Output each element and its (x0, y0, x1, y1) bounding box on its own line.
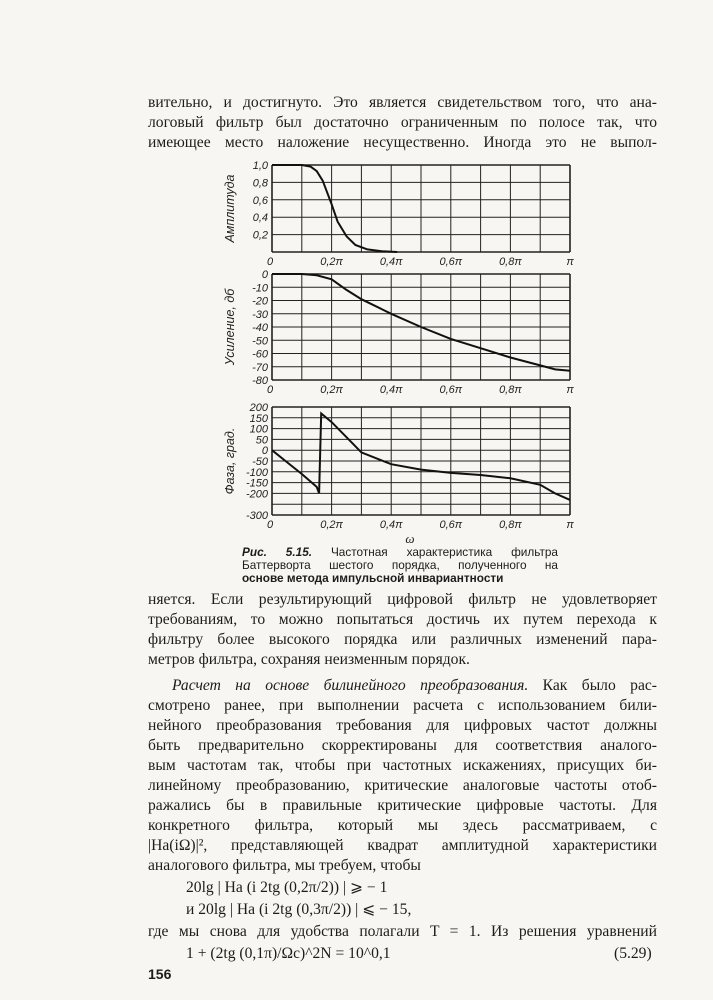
y-tick-label: 0,4 (252, 212, 268, 225)
y-tick-label: -80 (252, 375, 268, 387)
y-axis-label: Усиление, дб (223, 288, 237, 366)
equation-number: (5.29) (614, 945, 652, 962)
y-tick-label: 0,2 (252, 229, 268, 242)
y-tick-label: -40 (252, 322, 268, 334)
x-tick-label: 0 (266, 256, 274, 268)
y-tick-label: -30 (252, 308, 268, 321)
y-tick-label: -200 (245, 488, 268, 501)
x-tick-label: 0,8π (499, 519, 522, 531)
x-tick-label: 0,2π (320, 256, 343, 268)
text-line: аналогового фильтра, мы требуем, чтобы (148, 857, 421, 874)
text-line: линейному преобразованию, критические аналоговые частоты отоб- (148, 777, 657, 794)
y-tick-label: 100 (249, 423, 268, 436)
y-tick-label: 0,8 (252, 177, 268, 190)
text-fragment: Как было рас- (528, 677, 657, 694)
y-axis-label: Амплитуда (223, 174, 237, 243)
x-tick-label: 0,8π (499, 256, 522, 268)
italic-heading: Расчет на основе билинейного преобразования. (172, 677, 529, 694)
text-line: где мы снова для удобства полагали T = 1. Из решения уравнений (148, 923, 657, 940)
text-line: нейного преобразования требования для цифровых частот должны (148, 717, 657, 734)
text-line: вым частотам так, чтобы при частотных искажениях, присущих би- (148, 757, 657, 774)
page-number: 156 (148, 966, 172, 982)
y-tick-label: -20 (252, 295, 268, 308)
text-line: требованиям, то можно попытаться достичь их путем перехода к (148, 611, 657, 628)
caption-label: Рис. 5.15. (242, 545, 313, 559)
y-tick-label: 0 (261, 445, 268, 458)
text-line: имеющее место наложение несущественно. Иногда это не выпол- (148, 134, 657, 151)
text-line: ражались бы в правильные критические цифровые частоты. Для (148, 797, 657, 814)
text-line: метров фильтра, сохраняя неизменным порядок. (148, 651, 470, 668)
x-tick-label: 0,8π (499, 384, 522, 396)
equation-5-29: 1 + (2tg (0,1π)/Ωc)^2N = 10^0,1 (186, 945, 391, 962)
text-line: вительно, и достигнуто. Это является свидетельством того, что ана- (148, 94, 657, 111)
caption-line2: Баттерворта шестого порядка, полученного на (242, 558, 558, 572)
y-tick-label: 0,6 (252, 194, 268, 207)
x-tick-label: 0,4π (379, 519, 403, 531)
y-tick-label: -60 (252, 348, 268, 361)
x-tick-label: 0,2π (320, 384, 343, 396)
y-tick-label: -150 (245, 477, 268, 490)
y-tick-label: -100 (245, 466, 268, 479)
y-tick-label: -50 (252, 335, 268, 348)
text-line: конкретного фильтра, который мы здесь рассматриваем, с (148, 817, 657, 834)
text-line: няется. Если результирующий цифровой фильтр не удовлетворяет (148, 591, 657, 608)
y-tick-label: 200 (249, 402, 268, 414)
series-line (272, 165, 397, 252)
caption-line1: Частотная характеристика фильтра (330, 545, 558, 559)
equation-2: и 20lg | Ha (i 2tg (0,3π/2)) | ⩽ − 15, (186, 901, 412, 918)
x-tick-label: π (566, 519, 574, 531)
x-axis-label: ω (405, 531, 415, 546)
text-line: быть предварительно скорректированы для соответствия аналого- (148, 737, 657, 754)
x-tick-label: 0,2π (320, 519, 343, 531)
y-tick-label: -50 (252, 456, 268, 468)
x-tick-label: π (566, 384, 574, 396)
x-tick-label: 0,6π (439, 256, 463, 268)
paragraph-start (172, 676, 657, 696)
y-tick-label: 150 (249, 412, 268, 425)
x-tick-label: 0,4π (379, 256, 403, 268)
x-tick-label: 0,4π (379, 384, 403, 396)
y-axis-label: Фаза, град. (223, 427, 237, 495)
y-tick-label: -10 (252, 282, 268, 295)
text-line: смотрено ранее, при выполнении расчета с использованием били- (148, 697, 657, 714)
text-line: |Ha(iΩ)|², представляющей квадрат амплитудной характеристики (148, 837, 657, 854)
y-tick-label: 1,0 (252, 160, 268, 172)
text-line: фильтру более высокого порядка или различных изменений пара- (148, 631, 657, 648)
x-tick-label: 0 (266, 384, 274, 396)
equation-1: 20lg | Ha (i 2tg (0,2π/2)) | ⩾ − 1 (186, 879, 388, 896)
y-tick-label: 50 (255, 434, 268, 447)
x-tick-label: 0,6π (439, 384, 463, 396)
y-tick-label: 0 (261, 269, 268, 281)
text-line: логовый фильтр был достаточно ограниченным по полосе так, что (148, 114, 657, 131)
caption-line3: основе метода импульсной инвариантности (242, 571, 504, 585)
x-tick-label: 0,6π (439, 519, 463, 531)
y-tick-label: -300 (245, 510, 268, 522)
y-tick-label: -70 (252, 361, 268, 374)
x-tick-label: 0 (266, 519, 274, 531)
x-tick-label: π (566, 256, 574, 268)
